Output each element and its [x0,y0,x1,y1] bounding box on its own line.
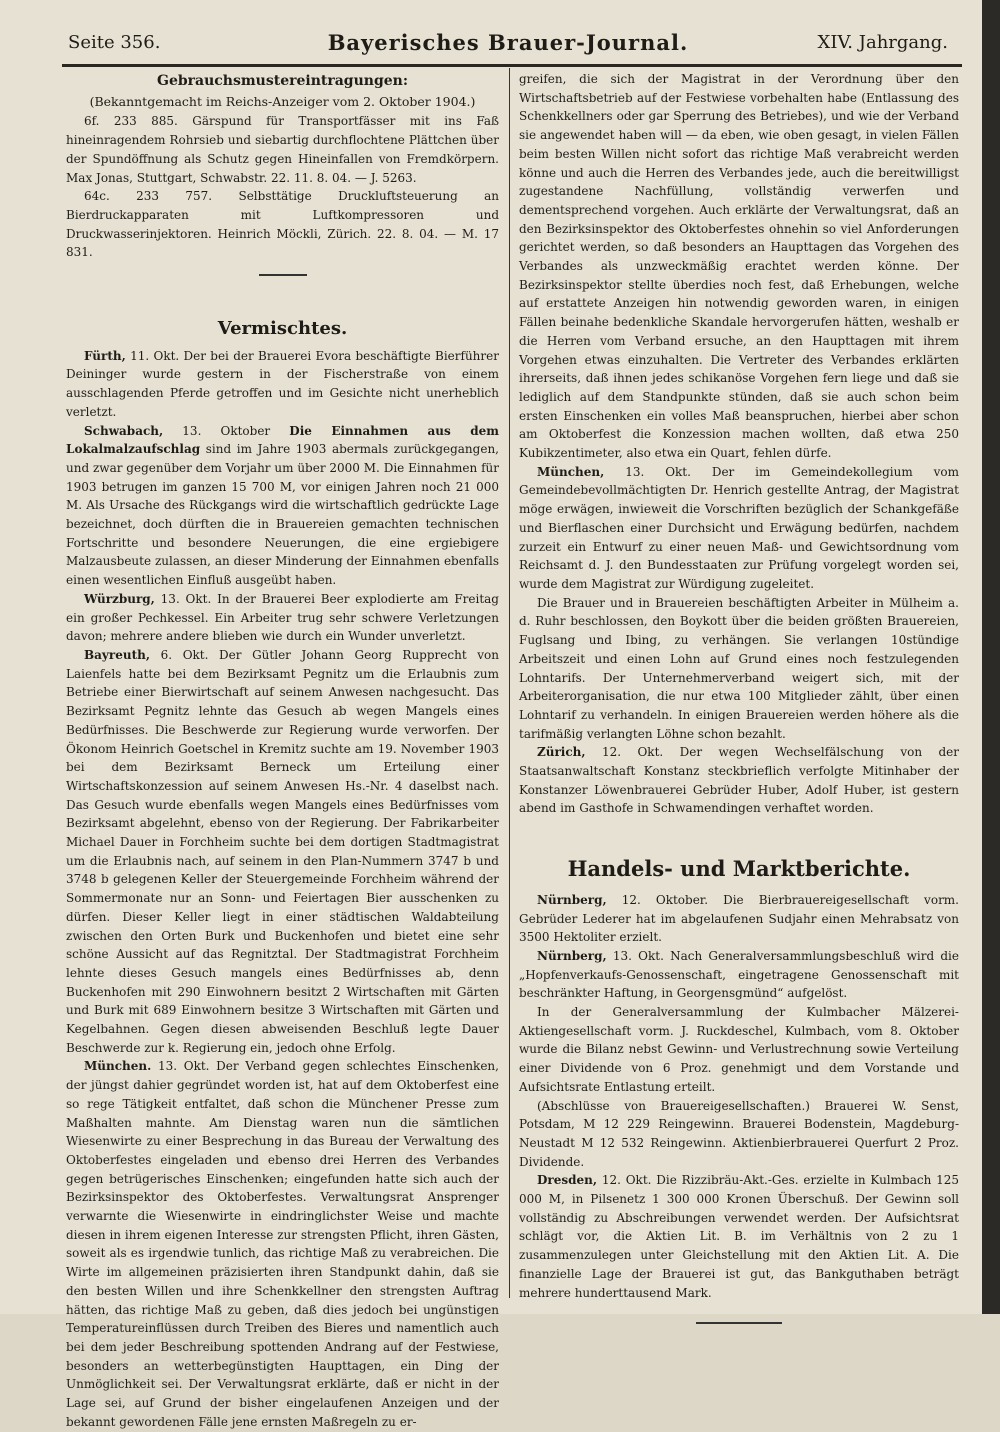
news-text: sind im Jahre 1903 abermals zurückgegangen, und zwar gegenüber dem Vorjahr um über 2000 M. Die Einnahmen für 1903 betrugen im ganzen 15 700 M, vor einigen Jahren noch 21 000 M. Als Ursache des Rückgangs wird die wirtschaftlich gedrückte Lage bezeichnet, doch dürften die in Brauereien gemachten technischen Fortschritte und besondere Neuerungen, die eine ergiebigere Malzausbeute zulassen, an dieser Minderung der Einnahmen ebenfalls einen wesentlichen Einfluß ausgeübt haben. [66,442,499,588]
dateline-place: München. [84,1059,152,1074]
news-text: 11. Okt. Der bei der Brauerei Evora beschäftigte Bierführer Deininger wurde gestern in der Fischerstraße von einem ausschlagenden Pferde getroffen und im Gesichte nicht unerheblich verletzt. [66,348,499,419]
continued-text: greifen, die sich der Magistrat in der Verordnung über den Wirtschaftsbetrieb auf der Festwiese vorbehalten habe (Entlassung des Schenkkellners oder gar Sperrung des Betriebes), und wie der Verband sie angewendet haben will — da eben, wie oben gesagt, in vielen Fällen beim besten Willen nicht sofort das richtige Maß verabreicht werden könne und auch die Herren des Verbandes jede, auch die bereitwilligst zugestandene Nachfüllung, vollständig verwerfen und dementsprechend vorgehen. Auch erklärte der Verwaltungsrat, daß an den Bezirksinspektor des Oktoberfestes ohnehin so viel Anforderungen gerichtet werden, so daß besonders an Haupttagen das Vorgehen des Verbandes als unzweckmäßig erachtet werden könne. Der Bezirksinspektor stellte überdies noch fest, daß Erhebungen, welche auf erstattete Anzeigen hin notwendig geworden waren, in einigen Fällen beinahe bedenkliche Skandale hervorgerufen hätten, weshalb er die Herren vom Verband ersuche, an den Haupttagen mit ihrem Vorgehen etwas einzuhalten. Die Vertreter des Verbandes erklärten ihrerseits, daß ihnen jedes schikanöse Vorgehen fern liege und daß sie lediglich auf dem Standpunkte stünden, daß sie auch schon beim ersten Einschenken ein volles Maß beanspruchen, hierbei aber schon am Oktoberfest die Konzession machen wollten, daß etwa 250 Kubikzentimeter, also etwa ein Quart, fehlen dürfe. [519,72,959,461]
utility-model-entry: 6f. 233 885. Gärspund für Transportfässer mit ins Faß hineinragendem Rohrsieb und siebartig durchflochtene Plättchen über der Spundöffnung als Schutz gegen Hineinfallen von Fremdkörpern. Max Jonas, Stuttgart, Schwabstr. 22. 11. 8. 04. — J. 5263. [66,114,499,185]
news-text: 13. Okt. Der Verband gegen schlechtes Einschenken, der jüngst dahier gegründet worden ist, hat auf dem Oktoberfest eine so rege Tätigkeit entfaltet, daß schon die Münchener Presse zum Maßhalten mahnte. Am Dienstag waren nun die sämtlichen Wiesenwirte zu einer Besprechung in das Bureau der Verwaltung des Oktoberfestes eingeladen und ebenso drei Herren des Verbandes gegen betrügerisches Einschenken; eingefunden hatte sich auch der Bezirksinspektor des Oktoberfestes. Verwaltungsrat Ansprenger verwarnte die Wiesenwirte in eindringlichster Weise und machte diesen in ihrem eigenen Interesse zur strengsten Pflicht, ihren Gästen, soweit als es irgendwie tunlich, das richtige Maß zu verabreichen. Die Wirte im allgemeinen präzisierten ihren Standpunkt dahin, daß sie den besten Willen und ihre Schenkkellner den strengsten Auftrag hätten, das richtige Maß zu geben, daß dies jedoch bei ungünstigen Temperatureinflüssen durch Treiben des Bieres und namentlich auch bei dem jeder Beschreibung spottenden Andrang auf der Festwiese, besonders an wetterbegünstigten Haupttagen, ein Ding der Unmöglichkeit sei. Der Verwaltungsrat erklärte, daß er nicht in der Lage sei, auf Grund der bisher eingelaufenen Anzeigen und der bekannt gewordenen Fälle jene ernsten Maßregeln zu er- [66,1059,499,1429]
news-text: 13. Okt. Nach Generalversammlungsbeschluß wird die „Hopfenverkaufs-Genossenschaft, eingetragene Genossenschaft mit beschränkter Haftung, in Georgensgmünd“ aufgelöst. [519,948,959,1001]
right-column [519,70,959,1310]
news-item-bayreuth [66,646,499,1057]
news-text: 12. Okt. Der wegen Wechselfälschung von der Staatsanwaltschaft Konstanz steckbrieflich verfolgte Mitinhaber der Konstanzer Löwenbrauerei Gebrüder Huber, Adolf Huber, ist gestern abend im Gasthofe in Schwamendingen verhaftet worden. [519,745,959,816]
miscellany-heading: Vermischtes. [217,318,348,340]
news-item-fuerth [66,347,499,422]
news-item-muelheim: Die Brauer und in Brauereien beschäftigten Arbeiter in Mülheim a. d. Ruhr beschlossen, den Boykott über die beiden größten Brauereien, Fuglsang und Ibing, zu verhängen. Sie verlangen 10stündige Arbeitszeit und einen Lohn auf Grund eines noch festzulegenden Lohntarifs. Der Unternehmerverband weigert sich, mit der Arbeiterorganisation, die nur etwa 100 Mitglieder zählt, über einen Lohntarif zu verhandeln. In einigen Brauereien werden höhere als die tarifmäßig verlangten Löhne schon bezahlt. [519,595,959,741]
column-divider [509,68,510,1298]
dateline-place: Zürich, [537,745,586,760]
news-item-zuerich [519,743,959,818]
dateline-place: Fürth, [84,348,126,363]
news-item-muenchen [66,1057,499,1431]
page-number: Seite 356. [68,32,161,53]
news-item-kulmbach: In der Generalversammlung der Kulmbacher Mälzerei-Aktiengesellschaft vorm. J. Ruckdeschel, Kulmbach, vom 8. Oktober wurde die Bilanz nebst Gewinn- und Verlustrechnung sowie Verteilung einer Dividende von 6 Proz. genehmigt und dem Vorstande und Aufsichtsrate Entlastung erteilt. [519,1005,959,1094]
news-text: 12. Oktober. Die Bierbrauereigesellschaft vorm. Gebrüder Lederer hat im abgelaufenen Sudjahr einen Mehrabsatz von 3500 Hektoliter erzielt. [519,892,959,945]
news-item-nuernberg-1 [519,891,959,947]
news-headline: Die Einnahmen aus dem Lokalmalzaufschlag [66,423,499,457]
utility-model-entry: 64c. 233 757. Selbsttätige Druckluftsteuerung an Bierdruckapparaten mit Luftkompressoren und Druckwasserinjektoren. Heinrich Möckli, Zürich. 22. 8. 04. — M. 17 831. [66,189,499,260]
dateline-date: 13. Oktober [182,423,271,438]
utility-models-heading: Gebrauchsmustereintragungen: [157,73,408,89]
section-rule [259,274,307,276]
news-item-wuerzburg [66,590,499,646]
dateline-place: Würzburg, [84,591,155,606]
end-rule [696,1322,782,1324]
news-item-dresden [519,1171,959,1302]
utility-models-subheading: (Bekanntgemacht im Reichs-Anzeiger vom 2. Oktober 1904.) [89,93,476,109]
news-text: 12. Okt. Die Rizzibräu-Akt.-Ges. erzielte in Kulmbach 125 000 M, in Pilsenetz 1 300 000 Kronen Überschuß. Der Gewinn soll vollständig zu Abschreibungen verwendet werden. Der Aufsichtsrat schlägt vor, die Aktien Lit. B. im Verhältnis von 2 zu 1 zusammenzulegen unter Gleichstellung mit den Aktien Lit. A. Die finanzielle Lage der Brauerei ist gut, das Bankguthaben beträgt mehrere hunderttausend Mark. [519,1173,959,1300]
dateline-place: Bayreuth, [84,647,151,662]
journal-title: Bayerisches Brauer-Journal. [327,30,689,55]
news-item-schwabach [66,422,499,590]
dateline-place: Schwabach, [84,423,164,438]
left-column [66,70,499,1429]
market-reports-heading: Handels- und Marktberichte. [567,856,911,882]
dateline-place: Dresden, [537,1173,598,1188]
news-text: 13. Okt. Der im Gemeindekollegium vom Gemeindebevollmächtigten Dr. Henrich gestellte Antrag, der Magistrat möge erwägen, inwieweit die Vorschriften bezüglich der Schankgefäße und Bierflaschen einer Durchsicht und Erwägung bedürfen, nachdem zurzeit ein Entwurf zu einer neuen Maß- und Gewichtsordnung vom Reichsamt d. J. den Bundesstaaten zur Prüfung vorgelegt worden sei, wurde dem Magistrat zur Würdigung zugeleitet. [519,464,959,591]
news-text: 13. Okt. In der Brauerei Beer explodierte am Freitag ein großer Pechkessel. Ein Arbeiter trug sehr schwere Verletzungen davon; mehrere andere blieben wie durch ein Wunder unverletzt. [66,591,499,644]
news-text: 6. Okt. Der Gütler Johann Georg Rupprecht von Laienfels hatte bei dem Bezirksamt Pegnitz um die Erlaubnis zum Betriebe einer Bierwirtschaft auf seinem Anwesen nachgesucht. Das Bezirksamt Pegnitz lehnte das Gesuch ab wegen Mangels eines Bedürfnisses. Die Beschwerde zur Regierung wurde verworfen. Der Ökonom Heinrich Goetschel in Kremitz suchte am 19. November 1903 bei dem Bezirksamt Berneck um Erteilung einer Wirtschaftskonzession auf seinem Anwesen Hs.-Nr. 4 daselbst nach. Das Gesuch wurde ebenfalls wegen Mangels eines Bedürfnisses vom Bezirksamt abgelehnt, ebenso von der Regierung. Der Fabrikarbeiter Michael Dauer in Forchheim suchte bei dem dortigen Stadtmagistrat um die Erlaubnis nach, auf seinem in den Plan-Nummern 3747 b und 3748 b gelegenen Keller der Steuergemeinde Forchheim während der Sommermonate nur an Sonn- und Feiertagen Bier ausschenken zu dürfen. Dieser Keller liegt in einer städtischen Waldabteilung zwischen den Orten Burk und Buckenhofen und bietet eine sehr schöne Aussicht auf das Regnitztal. Der Stadtmagistrat Forchheim lehnte dieses Gesuch mangels eines Bedürfnisses ab, denn Buckenhofen mit 290 Einwohnern besitzt 2 Wirtschaften mit Gärten und Burk mit 689 Einwohnern besitze 3 Wirtschaften mit Gärten und Kegelbahnen. Gegen diesen abweisenden Beschluß legte Dauer Beschwerde zur k. Regierung ein, jedoch ohne Erfolg. [66,647,499,1055]
news-item-nuernberg-2 [519,947,959,1003]
page-header [68,28,948,62]
dateline-place: Nürnberg, [537,948,607,963]
dateline-place: Nürnberg, [537,892,607,907]
news-item-muenchen-2 [519,463,959,594]
news-item-abschluesse: (Abschlüsse von Brauereigesellschaften.) Brauerei W. Senst, Potsdam, M 12 229 Reingewinn. Brauerei Bodenstein, Magdeburg-Neustadt M 12 532 Reingewinn. Aktienbierbrauerei Querfurt 2 Proz. Dividende. [519,1098,959,1169]
volume-label: XIV. Jahrgang. [817,32,948,53]
dateline-place: München, [537,464,605,479]
header-rule [62,64,962,67]
